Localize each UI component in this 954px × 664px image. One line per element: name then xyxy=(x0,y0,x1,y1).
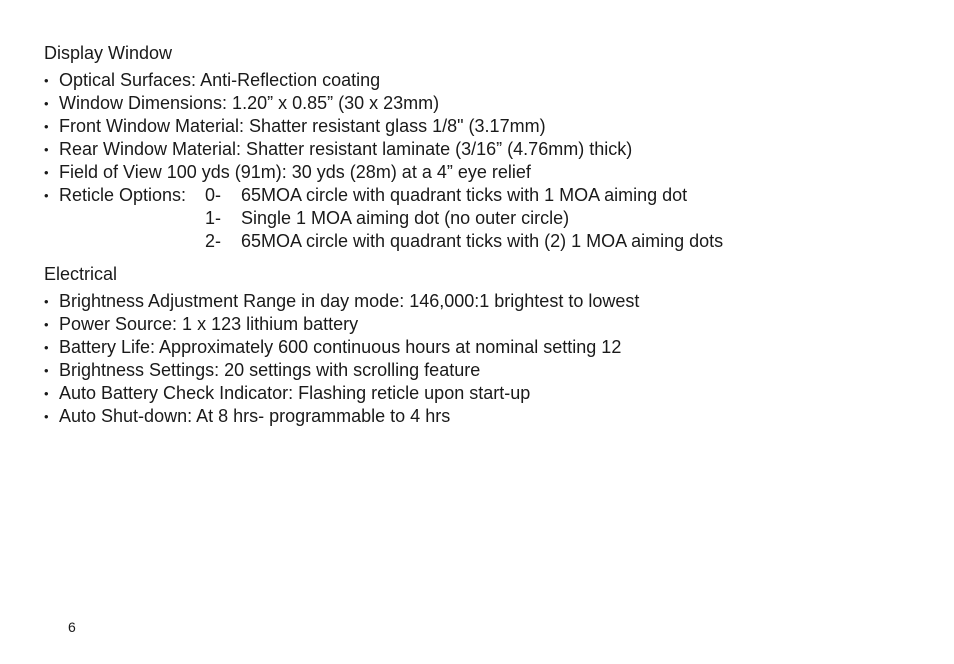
spec-page xyxy=(44,42,924,428)
list-item: • Window Dimensions: 1.20” x 0.85” (30 x 23mm) xyxy=(44,92,924,115)
reticle-option-number: 2- xyxy=(205,231,222,251)
display-window-heading: Display Window xyxy=(44,43,173,63)
reticle-option-number: 0- xyxy=(205,185,222,205)
list-item: • Field of View 100 yds (91m): 30 yds (28m) at a 4” eye relief xyxy=(44,161,924,184)
electrical-heading: Electrical xyxy=(44,264,118,284)
page-number: 6 xyxy=(68,619,76,635)
list-item: • Auto Battery Check Indicator: Flashing reticle upon start-up xyxy=(44,382,924,405)
reticle-options-label: • Reticle Options: xyxy=(59,185,187,205)
list-item: • Front Window Material: Shatter resistant glass 1/8" (3.17mm) xyxy=(44,115,924,138)
list-item: • Power Source: 1 x 123 lithium battery xyxy=(44,313,924,336)
reticle-option-row xyxy=(44,207,924,230)
reticle-option-row xyxy=(44,230,924,253)
reticle-options-item xyxy=(44,184,924,207)
list-item: • Rear Window Material: Shatter resistant laminate (3/16” (4.76mm) thick) xyxy=(44,138,924,161)
electrical-list xyxy=(44,290,924,428)
reticle-option-row xyxy=(59,184,924,207)
reticle-option-text: 65MOA circle with quadrant ticks with (2) 1 MOA aiming dots xyxy=(241,231,724,251)
list-item: • Battery Life: Approximately 600 continuous hours at nominal setting 12 xyxy=(44,336,924,359)
reticle-option-text: Single 1 MOA aiming dot (no outer circle) xyxy=(241,208,570,228)
list-item: • Brightness Adjustment Range in day mode: 146,000:1 brightest to lowest xyxy=(44,290,924,313)
list-item: • Auto Shut-down: At 8 hrs- programmable to 4 hrs xyxy=(44,405,924,428)
list-item: • Brightness Settings: 20 settings with scrolling feature xyxy=(44,359,924,382)
display-window-list xyxy=(44,69,924,207)
reticle-option-text: 65MOA circle with quadrant ticks with 1 MOA aiming dot xyxy=(241,185,688,205)
reticle-option-number: 1- xyxy=(205,208,222,228)
list-item: • Optical Surfaces: Anti-Reflection coating xyxy=(44,69,924,92)
